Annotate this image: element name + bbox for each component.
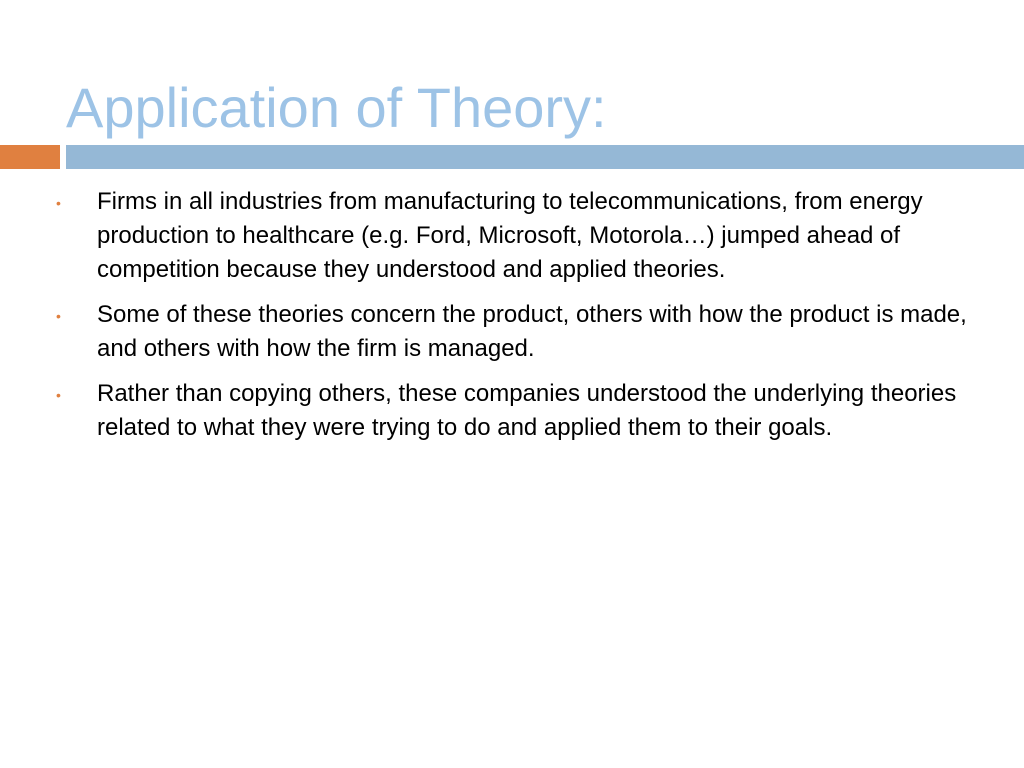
bullet-marker: • [56,387,61,403]
bullet-item [56,185,976,287]
bullet-list [56,185,976,456]
bullet-item [56,298,976,366]
bullet-text: Firms in all industries from manufacturing to telecommunications, from energy production to healthcare (e.g. Ford, Microsoft, Motorola…) jumped ahead of competition because they understood and applied theories. [97,188,923,283]
bullet-marker: • [56,308,61,324]
title-accent-bar-orange [0,145,60,169]
bullet-item [56,377,976,445]
bullet-text: Some of these theories concern the product, others with how the product is made, and others with how the firm is managed. [97,301,967,362]
bullet-text: Rather than copying others, these companies understood the underlying theories related to what they were trying to do and applied them to their goals. [97,380,957,441]
title-accent-bar-blue [66,145,1024,169]
slide-title: Application of Theory: [66,76,607,139]
bullet-marker: • [56,195,61,211]
